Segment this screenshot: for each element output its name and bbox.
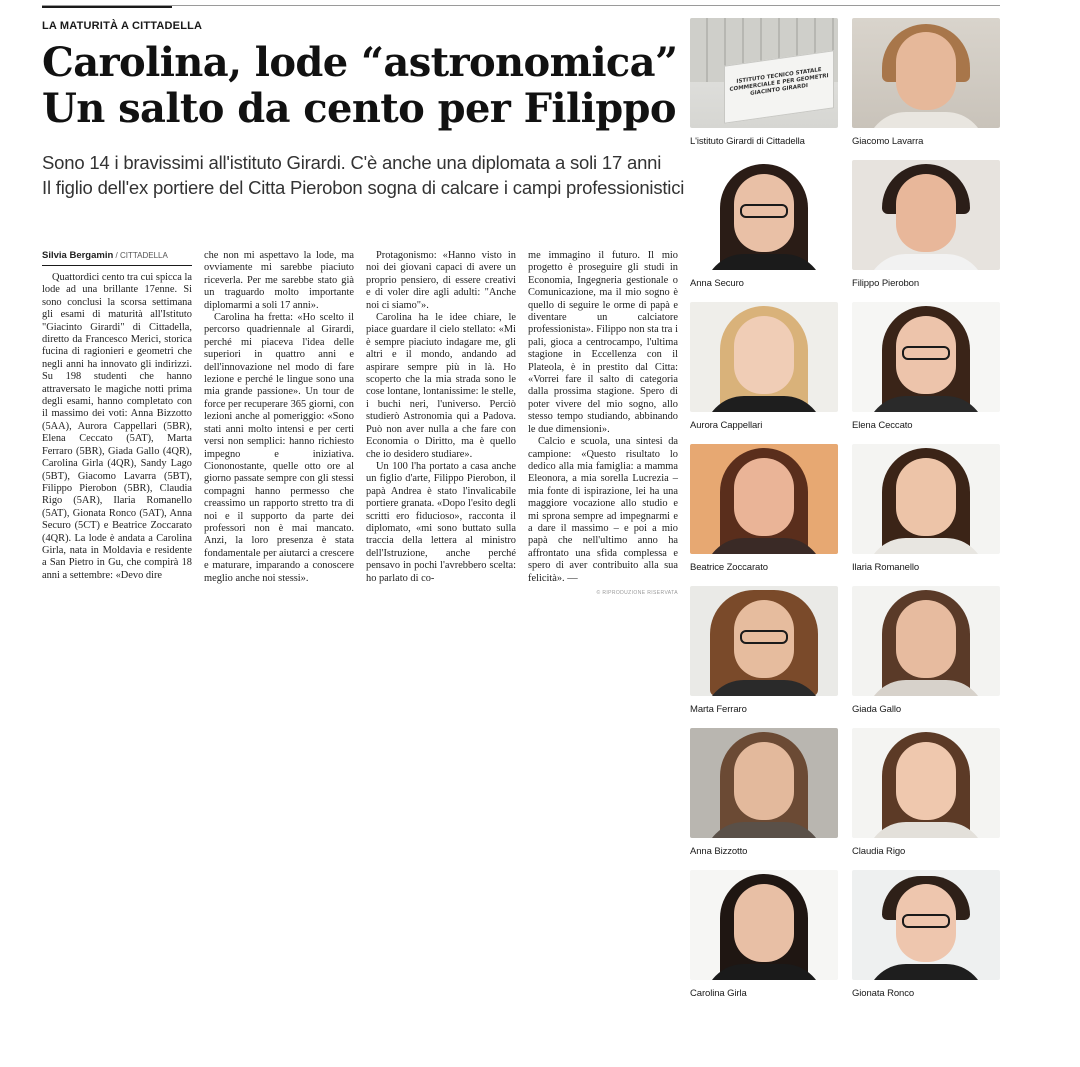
school-building-photo xyxy=(690,18,838,128)
portrait-photo xyxy=(690,302,838,412)
article-paragraph: Calcio e scuola, una sintesi da campione: «Questo risultato lo dedico alla mia famiglia: a mamma Eleonora, a mia sorella Lucrezia – mia fonte di ispirazione, lei ha una maggiore vocazione allo studio e mi sprona sempre ad impegnarmi e a dare il massimo – e poi a mio papà che nell'ultimo anno ha affrontato una sfida complessa e spero di aver contribuito alla sua felicità». — xyxy=(528,436,678,584)
portrait-photo xyxy=(690,444,838,554)
photo-anna-bizzotto xyxy=(690,728,838,857)
subheadline-line-1: Sono 14 i bravissimi all'istituto Girardi. C'è anche una diplomata a soli 17 anni xyxy=(42,152,662,173)
article-paragraph: Quattordici cento tra cui spicca la lode ad una brillante 17enne. Si sono conclusi la scorsa settimana gli esami di maturità all'Istituto "Giacinto Girardi" di Cittadella, diretto da Francesco Merici, storica fucina di ragionieri e geometri che negli anni ha innovato gli indirizzi. Su 198 studenti che hanno attraversato le magiche notti prima degli esami, hanno completato con il massimo dei voti: Anna Bizzotto (5AA), Aurora Cappellari (5BR), Elena Ceccato (5AT), Marta Ferraro (5BR), Giada Gallo (4QR), Carolina Girla (4QR), Sandy Lago (5BT), Giacomo Lavarra (5BT), Filippo Pierobon (5BR), Claudia Rigo (5AR), Ilaria Romanello (5AT), Gionata Ronco (5AT), Anna Securo (5CT) e Beatrice Zoccarato (4QR). La lode è andata a Carolina Girla, nata in Moldavia e residente a San Pietro in Gu, che compirà 18 anni a settembre: «Devo dire xyxy=(42,272,192,581)
article-paragraph: Protagonismo: «Hanno visto in noi dei giovani capaci di avere un proprio pensiero, di essere creativi e di voler dire agli adulti: "Anche noi ci siamo"». xyxy=(366,250,516,311)
byline: Silvia Bergamin / CITTADELLA xyxy=(42,250,192,266)
portrait-photo xyxy=(690,728,838,838)
photo-caption: Gionata Ronco xyxy=(852,988,915,999)
article-column-1 xyxy=(42,250,192,670)
article-paragraph: me immagino il futuro. Il mio progetto è proseguire gli studi in Economia, Ingegneria gestionale o Comunicazione, ma il mio sogno è quello di seguire le orme di papà e diventare un calciatore professionista». Filippo non sta tra i pali, gioca a centrocampo, l'ultima stagione in Eccellenza con il Plateola, è in prestito dal Citta: «Vorrei fare il salto di categoria dalla prossima stagione. Spero di poter vivere del mio sogno, allo stesso tempo studiando, abbinando le due dimensioni». xyxy=(528,250,678,435)
photo-ilaria-romanello xyxy=(852,444,1000,573)
article-body xyxy=(42,250,678,670)
photo-caption: Filippo Pierobon xyxy=(852,278,920,289)
byline-place: CITTADELLA xyxy=(119,251,168,260)
photo-caption: Ilaria Romanello xyxy=(852,562,920,573)
section-label: LA MATURITÀ A CITTADELLA xyxy=(42,20,203,32)
portrait-photo xyxy=(852,302,1000,412)
school-sign: ISTITUTO TECNICO STATALE COMMERCIALE E PER GEOMETRI GIACINTO GIRARDI xyxy=(724,50,834,123)
headline xyxy=(42,40,682,132)
photo-caption: Elena Ceccato xyxy=(852,420,913,431)
top-rule-accent xyxy=(42,6,172,8)
photo-marta-ferraro xyxy=(690,586,838,715)
portrait-photo xyxy=(690,870,838,980)
photo-anna-securo xyxy=(690,160,838,289)
subheadline-line-2: Il figlio dell'ex portiere del Citta Pierobon sogna di calcare i campi professionistici xyxy=(42,177,685,198)
portrait-photo xyxy=(690,586,838,696)
photo-giacomo-lavarra xyxy=(852,18,1000,147)
photo-caption: Anna Bizzotto xyxy=(690,846,748,857)
portrait-photo xyxy=(852,870,1000,980)
portrait-photo xyxy=(852,160,1000,270)
photo-filippo-pierobon xyxy=(852,160,1000,289)
photo-caption: Giada Gallo xyxy=(852,704,902,715)
top-rule xyxy=(42,5,1000,6)
article-paragraph: Carolina ha le idee chiare, le piace guardare il cielo stellato: «Mi è sempre piaciuto indagare me, gli altri e il mondo, andando ad aspirare sempre più in là. Ho scoperto che la mia strada sono le cose lontane, lontanissime: le stelle, i buchi neri, l'universo. Perciò studierò Astronomia qui a Padova. Può non aver nulla a che fare con Economia o Diritto, ma è quello che io desidero studiare». xyxy=(366,312,516,460)
article-paragraph: che non mi aspettavo la lode, ma ovviamente mi sarebbe piaciuto riceverla. Per me sarebbe stato già un traguardo molto importante diplomarmi a soli 17 anni». xyxy=(204,250,354,311)
photo-school xyxy=(690,18,838,147)
article-column-4 xyxy=(528,250,678,670)
photo-elena-ceccato xyxy=(852,302,1000,431)
subheadline xyxy=(42,150,685,200)
photo-caption: Aurora Cappellari xyxy=(690,420,763,431)
headline-line-1: Carolina, lode “astronomica” xyxy=(42,39,678,86)
article-column-2 xyxy=(204,250,354,670)
headline-line-2: Un salto da cento per Filippo xyxy=(42,85,677,132)
portrait-photo xyxy=(690,160,838,270)
byline-author: Silvia Bergamin xyxy=(42,250,114,261)
portrait-photo xyxy=(852,18,1000,128)
photo-claudia-rigo xyxy=(852,728,1000,857)
photo-caption: Carolina Girla xyxy=(690,988,747,999)
copyright-note: © RIPRODUZIONE RISERVATA xyxy=(596,589,678,596)
photo-caption: Anna Securo xyxy=(690,278,744,289)
photo-aurora-cappellari xyxy=(690,302,838,431)
photo-caption: L'istituto Girardi di Cittadella xyxy=(690,136,805,147)
photo-caption: Beatrice Zoccarato xyxy=(690,562,768,573)
portrait-photo xyxy=(852,728,1000,838)
photo-gionata-ronco xyxy=(852,870,1000,999)
photo-caption: Marta Ferraro xyxy=(690,704,747,715)
article-column-3 xyxy=(366,250,516,670)
photo-giada-gallo xyxy=(852,586,1000,715)
photo-beatrice-zoccarato xyxy=(690,444,838,573)
photo-caption: Claudia Rigo xyxy=(852,846,906,857)
portrait-photo xyxy=(852,586,1000,696)
article-paragraph: Carolina ha fretta: «Ho scelto il percorso quadriennale al Girardi, perché mi piaceva l'idea delle superiori in quattro anni e dell'innovazione nel modo di fare lezione e perché le lingue sono una mia grande passione». Un tour de force per recuperare 365 giorni, con lezioni anche al pomeriggio: «Sono stati anni molto intensi e per certi versi non semplici: hanno richiesto impegno e iniziativa. Ciononostante, quelle otto ore al giorno passate sempre con gli stessi compagni hanno permesso che creassimo un rapporto stretto tra di noi e il supporto da parte dei professori non è mai mancato. Anzi, la loro presenza è stata fondamentale per aiutarci a crescere e maturare, imparando a conoscere meglio anche noi stessi». xyxy=(204,312,354,584)
portrait-photo xyxy=(852,444,1000,554)
photo-carolina-girla xyxy=(690,870,838,999)
article-paragraph: Un 100 l'ha portato a casa anche un figlio d'arte, Filippo Pierobon, il papà Andrea è stato l'invalicabile portiere granata. «Dopo l'esito degli scritti ero fiducioso», racconta il diplomato, «mi sono buttato sulla traccia della lettera al ministro dell'Istruzione, anche perché pensavo in pochi l'avrebbero scelta: ho parlato di co- xyxy=(366,460,516,584)
photo-caption: Giacomo Lavarra xyxy=(852,136,924,147)
